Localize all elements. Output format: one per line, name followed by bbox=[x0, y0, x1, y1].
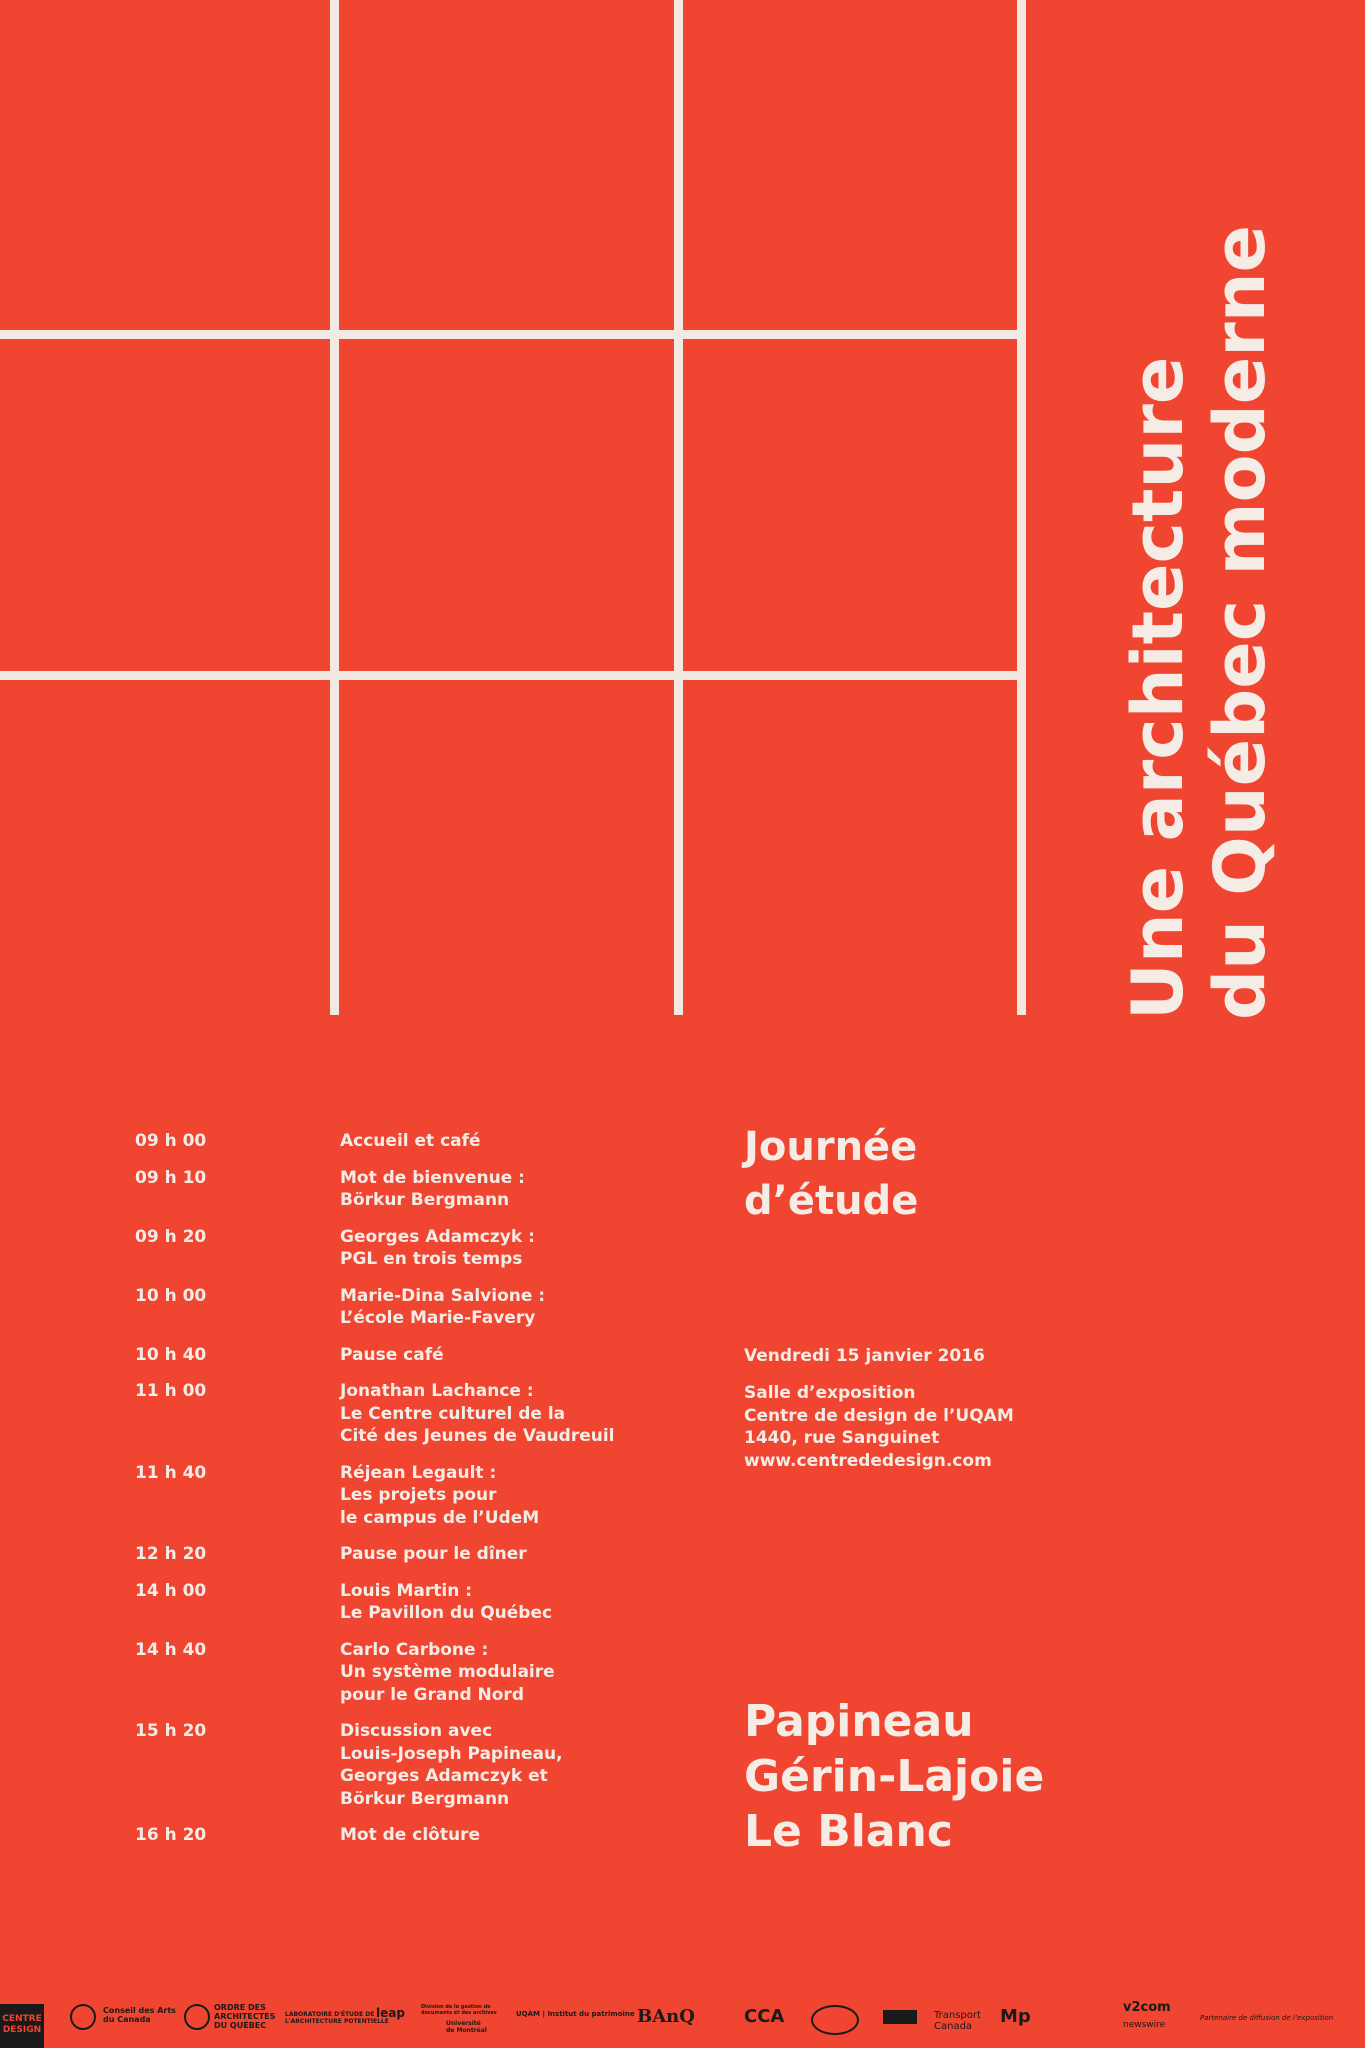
title-line-2: du Québec moderne bbox=[1199, 224, 1281, 1020]
poster-title bbox=[1117, 225, 1281, 1020]
event-type-line-2: d’étude bbox=[744, 1178, 919, 1224]
schedule-row bbox=[135, 1167, 735, 1212]
schedule-desc: Pause café bbox=[340, 1344, 444, 1365]
schedule-row bbox=[135, 1543, 735, 1566]
schedule-time: 16 h 20 bbox=[135, 1825, 207, 1845]
schedule-desc: Réjean Legault : Les projets pour le campus de l’UdeM bbox=[340, 1462, 540, 1528]
udem-logo: Université de Montréal bbox=[446, 2020, 487, 2034]
event-date: Vendredi 15 janvier 2016 bbox=[744, 1346, 985, 1366]
schedule-desc: Accueil et café bbox=[340, 1131, 481, 1151]
banq-logo: BAnQ bbox=[637, 2006, 695, 2027]
laboratoire-logo: LABORATOIRE D'ÉTUDE DE L'ARCHITECTURE POTENTIELLE bbox=[285, 2011, 389, 2025]
event-type-heading bbox=[744, 1120, 918, 1228]
schedule-time: 10 h 40 bbox=[135, 1344, 207, 1365]
schedule-time: 15 h 20 bbox=[135, 1721, 207, 1741]
sponsor-logos bbox=[0, 1990, 1365, 2048]
event-type-line-1: Journée bbox=[744, 1124, 918, 1170]
schedule-row bbox=[135, 1380, 735, 1448]
schedule-time: 09 h 20 bbox=[135, 1226, 207, 1247]
schedule-time: 14 h 40 bbox=[135, 1639, 207, 1660]
title-line-1: Une architecture bbox=[1117, 356, 1199, 1020]
schedule-time: 09 h 00 bbox=[135, 1131, 207, 1151]
schedule-time: 11 h 00 bbox=[135, 1381, 207, 1401]
newswire-logo: newswire bbox=[1123, 2020, 1166, 2030]
conseil-arts-icon bbox=[70, 2004, 96, 2030]
schedule-row bbox=[135, 1720, 735, 1810]
schedule-row bbox=[135, 1824, 735, 1847]
schedule-time: 14 h 00 bbox=[135, 1580, 207, 1601]
schedule-time: 10 h 00 bbox=[135, 1285, 207, 1306]
website-link[interactable]: www.centrededesign.com bbox=[744, 1450, 992, 1471]
architects-heading bbox=[744, 1694, 1044, 1859]
cca-logo: CCA bbox=[744, 2006, 785, 2027]
schedule-desc: Carlo Carbone : Un système modulaire pour le Grand Nord bbox=[340, 1639, 555, 1705]
schedule-time: 09 h 10 bbox=[135, 1167, 207, 1188]
grid-line-vertical-1 bbox=[330, 0, 339, 1015]
venue-line-3: 1440, rue Sanguinet bbox=[744, 1428, 940, 1448]
ordre-architectes-icon bbox=[184, 2004, 210, 2030]
schedule-row bbox=[135, 1226, 735, 1271]
architect-3: Le Blanc bbox=[744, 1806, 953, 1857]
partner-caption: Partenaire de diffusion de l’exposition bbox=[1200, 2014, 1334, 2022]
schedule-row bbox=[135, 1285, 735, 1330]
schedule-desc: Louis Martin : Le Pavillon du Québec bbox=[340, 1580, 553, 1623]
schedule-row bbox=[135, 1344, 735, 1367]
schedule-list bbox=[135, 1130, 735, 1861]
v2com-logo: v2com bbox=[1123, 2000, 1171, 2015]
grid-line-horizontal-1 bbox=[0, 330, 1026, 339]
schedule-desc: Pause pour le dîner bbox=[340, 1544, 527, 1564]
schedule-row bbox=[135, 1130, 735, 1153]
uqam-patrimoine-logo: UQÀM | Institut du patrimoine bbox=[516, 2010, 635, 2018]
transport-canada-logo: Transport Canada bbox=[934, 2010, 981, 2032]
schedule-desc: Georges Adamczyk : PGL en trois temps bbox=[340, 1226, 535, 1269]
grid-line-vertical-2 bbox=[674, 0, 683, 1015]
canada-flag-icon bbox=[883, 2010, 917, 2024]
architect-2: Gérin-Lajoie bbox=[744, 1751, 1045, 1802]
schedule-time: 12 h 20 bbox=[135, 1544, 207, 1564]
conseil-arts-logo: Conseil des Arts du Canada bbox=[103, 2006, 176, 2024]
grid-line-vertical-3 bbox=[1017, 0, 1026, 1015]
venue-line-2: Centre de design de l’UQAM bbox=[744, 1405, 1014, 1426]
schedule-row bbox=[135, 1639, 735, 1707]
centre-design-logo: CENTRE DESIGN bbox=[0, 2004, 44, 2048]
schedule-desc: Marie-Dina Salvione : L’école Marie-Favery bbox=[340, 1285, 546, 1328]
venue-line-1: Salle d’exposition bbox=[744, 1383, 916, 1403]
mp-logo: Mp bbox=[1000, 2006, 1031, 2027]
leap-logo: leap bbox=[376, 2006, 405, 2020]
ordre-architectes-logo: ORDRE DES ARCHITECTES DU QUÉBEC bbox=[214, 2003, 276, 2030]
schedule-row bbox=[135, 1462, 735, 1530]
schedule-desc: Mot de bienvenue : Börkur Bergmann bbox=[340, 1167, 525, 1210]
event-venue bbox=[744, 1382, 1014, 1472]
emblem-icon bbox=[811, 2005, 859, 2035]
grid-line-horizontal-2 bbox=[0, 671, 1026, 680]
schedule-row bbox=[135, 1580, 735, 1625]
schedule-desc: Discussion avec Louis-Joseph Papineau, Georges Adamczyk et Börkur Bergmann bbox=[340, 1721, 563, 1809]
division-archives-logo: Division de la gestion de documents et des archives bbox=[421, 2004, 497, 2016]
schedule-time: 11 h 40 bbox=[135, 1462, 207, 1483]
schedule-desc: Jonathan Lachance : Le Centre culturel de la Cité des Jeunes de Vaudreuil bbox=[340, 1381, 615, 1446]
architect-1: Papineau bbox=[744, 1696, 974, 1747]
schedule-desc: Mot de clôture bbox=[340, 1825, 480, 1845]
